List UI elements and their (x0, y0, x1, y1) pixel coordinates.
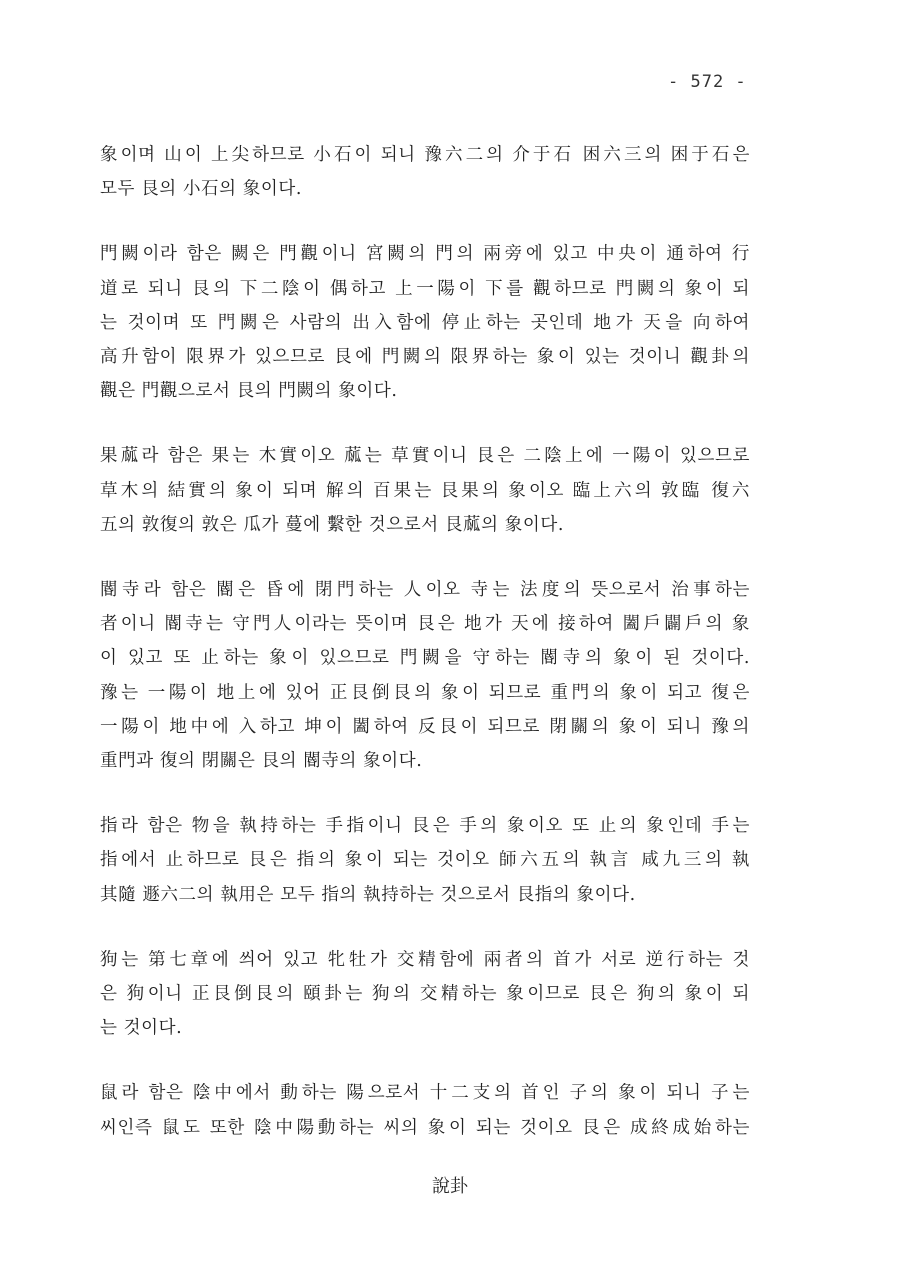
text-line: 鼠라 함은 陰中에서 動하는 陽으로서 十二支의 首인 子의 象이 되니 子는 (100, 1083, 750, 1104)
text-line: 은 狗이니 正艮倒艮의 頤卦는 狗의 交精하는 象이므로 艮은 狗의 象이 되 (100, 984, 750, 1005)
paragraph (100, 138, 750, 206)
text-line: 이 있고 또 止하는 象이 있으므로 門闕을 守하는 閽寺의 象이 된 것이다. (100, 648, 750, 669)
text-line: 高升함이 限界가 있으므로 艮에 門闕의 限界하는 象이 있는 것이니 觀卦의 (100, 347, 750, 368)
text-line: 狗는 第七章에 씌어 있고 牝牡가 交精함에 兩者의 首가 서로 逆行하는 것 (100, 949, 750, 970)
text-line: 門闕이라 함은 闕은 門觀이니 宮闕의 門의 兩旁에 있고 中央이 通하여 行 (100, 244, 750, 265)
paragraph (100, 237, 750, 408)
text-line: 五의 敦復의 敦은 瓜가 蔓에 繫한 것으로서 艮蓏의 象이다. (100, 514, 565, 535)
text-line: 指에서 止하므로 艮은 指의 象이 되는 것이오 師六五의 執言 咸九三의 執 (100, 850, 750, 871)
text-line: 象이며 山이 上尖하므로 小石이 되니 豫六二의 介于石 困六三의 困于石은 (100, 145, 750, 165)
text-line: 모두 艮의 小石의 象이다. (100, 179, 303, 200)
text-line: 指라 함은 物을 執持하는 手指이니 艮은 手의 象이오 또 止의 象인데 手는 (100, 816, 750, 837)
text-line: 草木의 結實의 象이 되며 解의 百果는 艮果의 象이오 臨上六의 敦臨 復六 (100, 480, 750, 501)
text-line: 一陽이 地中에 入하고 坤이 闔하여 反艮이 되므로 閉關의 象이 되니 豫의 (100, 716, 750, 737)
text-line: 道로 되니 艮의 下二陰이 偶하고 上一陽이 下를 觀하므로 門闕의 象이 되 (100, 278, 750, 299)
page-number: - 572 - (668, 72, 747, 92)
paragraph (100, 1076, 750, 1144)
text-line: 는 것이다. (100, 1018, 183, 1039)
page-footer: 說卦 (432, 1176, 468, 1197)
text-line: 씨인즉 鼠도 또한 陰中陽動하는 씨의 象이 되는 것이오 艮은 成終成始하는 (100, 1117, 750, 1138)
text-line: 其隨 遯六二의 執用은 모두 指의 執持하는 것으로서 艮指의 象이다. (100, 884, 636, 905)
text-line: 重門과 復의 閉關은 艮의 閽寺의 象이다. (100, 751, 423, 772)
text-line: 는 것이며 또 門闕은 사람의 出入함에 停止하는 곳인데 地가 天을 向하여 (100, 312, 750, 333)
text-line: 果蓏라 함은 果는 木實이오 蓏는 草實이니 艮은 二陰上에 一陽이 있으므로 (100, 446, 750, 467)
body-text (100, 138, 750, 1176)
paragraph (100, 573, 750, 778)
paragraph (100, 809, 750, 912)
paragraph (100, 439, 750, 542)
text-line: 者이니 閽寺는 守門人이라는 뜻이며 艮은 地가 天에 接하여 闔戶闢戶의 象 (100, 614, 750, 635)
text-line: 閽寺라 함은 閽은 昏에 閉門하는 人이오 寺는 法度의 뜻으로서 治事하는 (100, 580, 750, 601)
text-line: 觀은 門觀으로서 艮의 門闕의 象이다. (100, 381, 398, 402)
paragraph (100, 943, 750, 1046)
text-line: 豫는 一陽이 地上에 있어 正艮倒艮의 象이 되므로 重門의 象이 되고 復은 (100, 682, 750, 703)
